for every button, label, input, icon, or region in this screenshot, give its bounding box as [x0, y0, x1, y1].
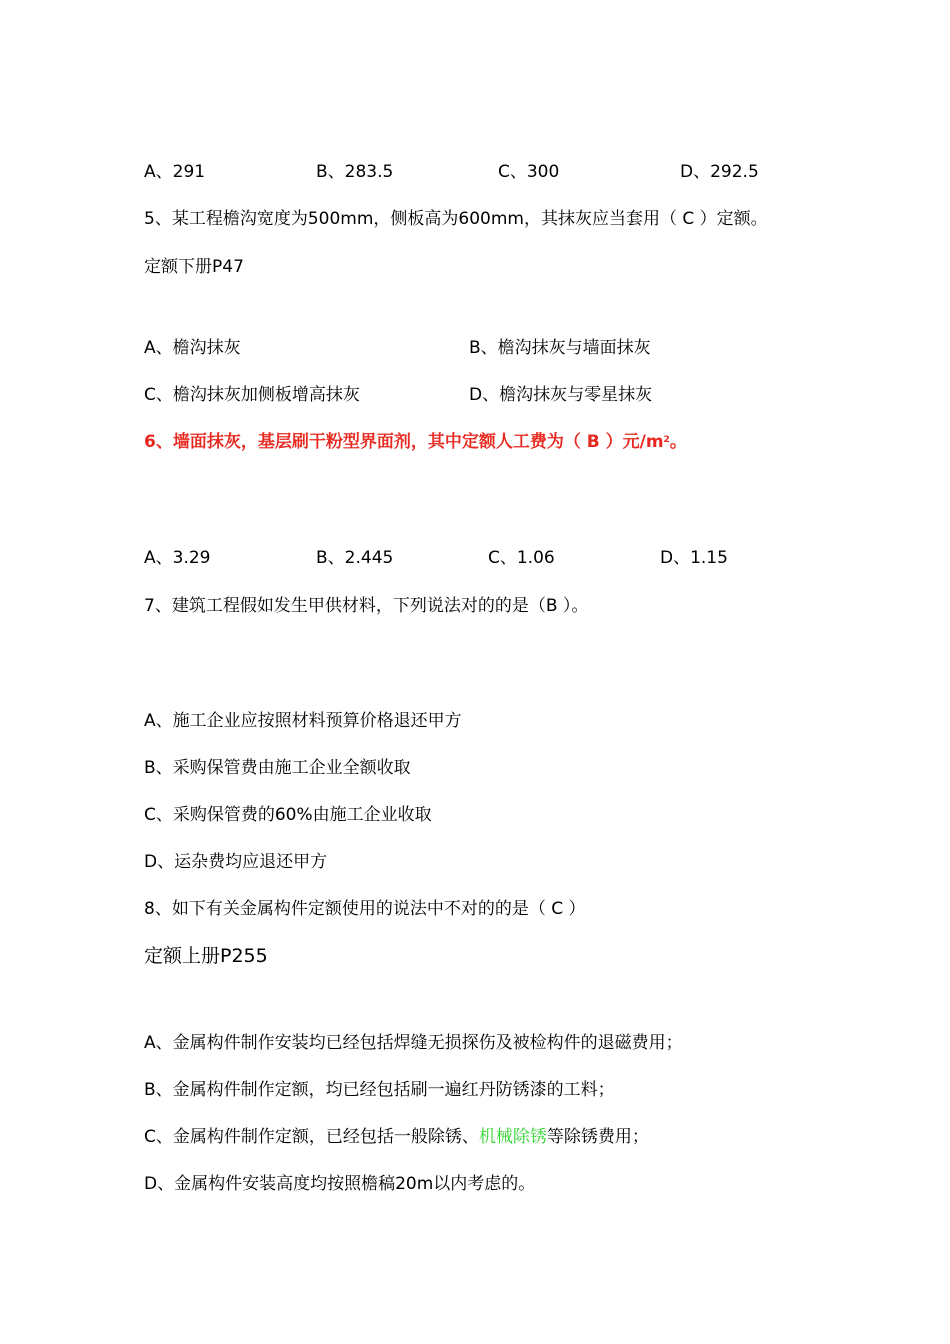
q4-option-c: C、300: [498, 162, 560, 182]
q6-option-b: B、2.445: [316, 548, 394, 568]
q6-option-c: C、1.06: [488, 548, 555, 568]
q6-option-d: D、1.15: [660, 548, 728, 568]
q7-option-d: D、运杂费均应退还甲方: [144, 852, 328, 872]
q7-option-c: C、采购保管费的60%由施工企业收取: [144, 805, 432, 825]
q6-unit-superscript: 2: [663, 435, 670, 445]
q8-option-c: [144, 1125, 649, 1149]
q6-question-end: 。: [669, 432, 687, 452]
q6-question: [144, 430, 687, 454]
q7-question: 7、建筑工程假如发生甲供材料，下列说法对的的是（B ）。: [144, 596, 589, 616]
q8-option-b: B、金属构件制作定额，均已经包括刷一遍红丹防锈漆的工料；: [144, 1080, 615, 1100]
q4-option-a: A、291: [144, 162, 206, 182]
q5-option-c: C、檐沟抹灰加侧板增高抹灰: [144, 385, 360, 405]
q5-question: 5、某工程檐沟宽度为500mm，侧板高为600mm，其抹灰应当套用（ C ）定额。: [144, 209, 768, 229]
q5-option-a: A、檐沟抹灰: [144, 338, 241, 358]
q7-option-a: A、施工企业应按照材料预算价格退还甲方: [144, 711, 462, 731]
q6-question-text: 6、墙面抹灰，基层刷干粉型界面剂，其中定额人工费为（ B ）元/m: [144, 432, 664, 452]
q8-option-d: D、金属构件安装高度均按照檐稿20m以内考虑的。: [144, 1174, 536, 1194]
q8-option-a: A、金属构件制作安装均已经包括焊缝无损探伤及被检构件的退磁费用；: [144, 1033, 683, 1053]
q4-option-d: D、292.5: [680, 162, 759, 182]
q8-option-c-suffix: 等除锈费用；: [546, 1127, 649, 1147]
q5-option-b: B、檐沟抹灰与墙面抹灰: [469, 338, 651, 358]
q8-reference: 定额上册P255: [144, 945, 268, 967]
q4-option-b: B、283.5: [316, 162, 394, 182]
q8-option-c-highlight: 机械除锈: [478, 1127, 547, 1147]
q5-option-d: D、檐沟抹灰与零星抹灰: [469, 385, 653, 405]
q7-option-b: B、采购保管费由施工企业全额收取: [144, 758, 411, 778]
q6-option-a: A、3.29: [144, 548, 211, 568]
q5-reference: 定额下册P47: [144, 257, 244, 277]
q8-question: 8、如下有关金属构件定额使用的说法中不对的的是（ C ）: [144, 899, 586, 919]
q8-option-c-prefix: C、金属构件制作定额，已经包括一般除锈、: [144, 1127, 479, 1147]
